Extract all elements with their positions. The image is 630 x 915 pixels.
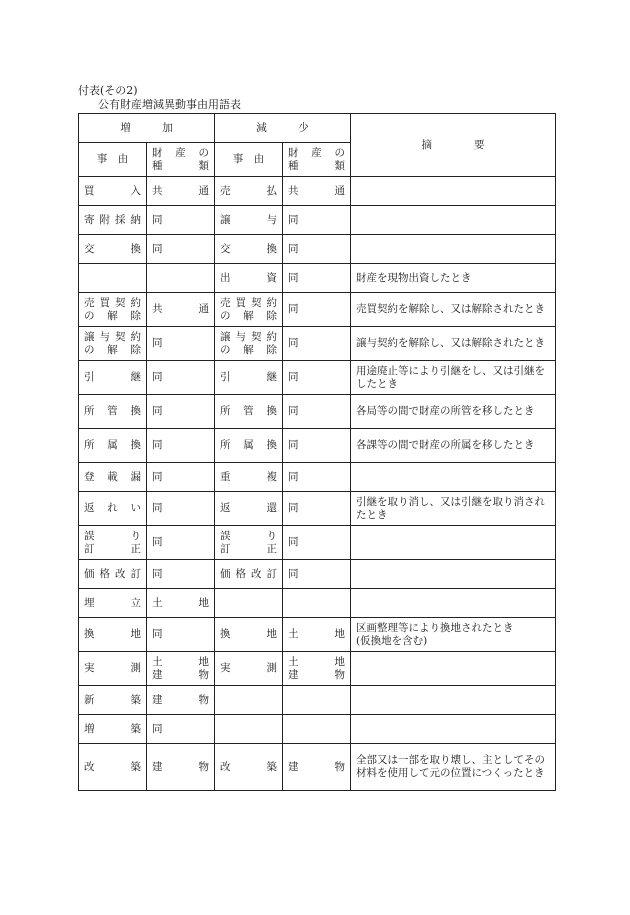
inc-reason-cell: 新 築 [79,686,147,715]
inc-type-cell: 同 [147,715,215,744]
table-row [79,429,556,463]
table-row [79,686,556,715]
summary-cell [351,235,556,264]
inc-reason-cell: 買 入 [79,177,147,206]
summary-cell [351,652,556,686]
summary-cell [351,560,556,589]
inc-reason-cell: 引 継 [79,361,147,395]
table-row [79,492,556,526]
dec-reason-cell: 実 測 [215,652,283,686]
dec-reason-cell: 返 還 [215,492,283,526]
table-row [79,618,556,652]
table-row [79,560,556,589]
dec-reason-cell: 換 地 [215,618,283,652]
dec-type-cell: 同 [283,429,351,463]
inc-type-cell: 同 [147,235,215,264]
dec-type-cell: 共 通 [283,177,351,206]
inc-type-cell: 同 [147,429,215,463]
inc-reason-cell: 埋 立 [79,589,147,618]
table-row [79,327,556,361]
dec-type-cell: 同 [283,463,351,492]
dec-reason-cell: 売 払 [215,177,283,206]
table-title: 公有財産増減異動事由用語表 [98,98,241,111]
inc-reason-cell: 所 管 換 [79,395,147,429]
table-row [79,361,556,395]
dec-reason-cell [215,715,283,744]
dec-reason-cell: 交 換 [215,235,283,264]
summary-cell [351,526,556,560]
terms-table [78,113,556,791]
dec-reason-cell: 誤 り 訂 正 [215,526,283,560]
inc-type-cell: 同 [147,327,215,361]
dec-reason-cell: 引 継 [215,361,283,395]
header-row-group [79,114,556,143]
inc-reason-cell [79,264,147,293]
dec-type-header: 財 産 の 種 類 [283,143,351,177]
table-row [79,293,556,327]
summary-cell: 売買契約を解除し、又は解除されたとき [351,293,556,327]
dec-type-cell: 同 [283,526,351,560]
dec-reason-cell [215,686,283,715]
summary-cell: 全部又は一部を取り壊し、主としてその材料を使用して元の位置につくったとき [351,744,556,791]
dec-type-cell: 同 [283,492,351,526]
dec-reason-header: 事 由 [215,143,283,177]
inc-reason-cell: 譲 与 契 約 の 解 除 [79,327,147,361]
summary-cell: 財産を現物出資したとき [351,264,556,293]
table-caption: 付表(その2) [78,84,138,97]
dec-type-cell: 同 [283,361,351,395]
inc-type-header: 財 産 の 種 類 [147,143,215,177]
inc-reason-cell: 実 測 [79,652,147,686]
summary-cell [351,206,556,235]
inc-type-cell: 同 [147,361,215,395]
dec-type-cell: 同 [283,395,351,429]
dec-type-cell: 同 [283,235,351,264]
table-row [79,206,556,235]
summary-cell [351,715,556,744]
increase-header: 増 加 [79,114,215,143]
inc-reason-cell: 換 地 [79,618,147,652]
summary-cell: 区画整理等により換地されたとき (仮換地を含む) [351,618,556,652]
inc-reason-cell: 交 換 [79,235,147,264]
table-row [79,395,556,429]
dec-type-cell: 同 [283,206,351,235]
inc-type-cell [147,264,215,293]
inc-type-cell: 同 [147,618,215,652]
inc-type-cell: 土 地 [147,589,215,618]
dec-type-cell: 同 [283,560,351,589]
table-row [79,744,556,791]
summary-cell: 引継を取り消し、又は引継を取り消されたとき [351,492,556,526]
summary-cell: 各局等の間で財産の所管を移したとき [351,395,556,429]
table-row [79,463,556,492]
dec-reason-cell: 売 買 契 約 の 解 除 [215,293,283,327]
inc-reason-cell: 寄 附 採 納 [79,206,147,235]
inc-type-cell: 同 [147,463,215,492]
summary-cell: 各課等の間で財産の所属を移したとき [351,429,556,463]
table-row [79,235,556,264]
inc-type-cell: 建 物 [147,744,215,791]
inc-type-cell: 共 通 [147,177,215,206]
dec-type-cell [283,589,351,618]
dec-reason-cell: 改 築 [215,744,283,791]
inc-reason-header: 事 由 [79,143,147,177]
dec-reason-cell: 譲 与 契 約 の 解 除 [215,327,283,361]
summary-cell [351,463,556,492]
summary-cell [351,177,556,206]
inc-type-cell: 同 [147,560,215,589]
inc-reason-cell: 誤 り 訂 正 [79,526,147,560]
table-row [79,526,556,560]
summary-cell: 用途廃止等により引継をし、又は引継をしたとき [351,361,556,395]
dec-reason-cell: 所 管 換 [215,395,283,429]
dec-type-cell: 同 [283,293,351,327]
table-row [79,589,556,618]
dec-type-cell: 土 地 [283,618,351,652]
inc-reason-cell: 増 築 [79,715,147,744]
dec-type-cell: 建 物 [283,744,351,791]
inc-type-cell: 同 [147,206,215,235]
summary-cell [351,686,556,715]
summary-header: 摘 要 [351,114,556,177]
dec-reason-cell [215,589,283,618]
inc-type-cell: 共 通 [147,293,215,327]
inc-reason-cell: 登 載 漏 [79,463,147,492]
dec-type-cell: 同 [283,327,351,361]
dec-type-cell: 土 地 建 物 [283,652,351,686]
summary-cell: 譲与契約を解除し、又は解除されたとき [351,327,556,361]
dec-reason-cell: 所 属 換 [215,429,283,463]
table-row [79,264,556,293]
inc-reason-cell: 売 買 契 約 の 解 除 [79,293,147,327]
dec-reason-cell: 譲 与 [215,206,283,235]
dec-type-cell [283,715,351,744]
table-row [79,652,556,686]
summary-cell [351,589,556,618]
decrease-header: 減 少 [215,114,351,143]
dec-reason-cell: 重 複 [215,463,283,492]
dec-reason-cell: 出 資 [215,264,283,293]
dec-type-cell [283,686,351,715]
inc-reason-cell: 価 格 改 訂 [79,560,147,589]
inc-type-cell: 同 [147,395,215,429]
dec-type-cell: 同 [283,264,351,293]
inc-reason-cell: 改 築 [79,744,147,791]
inc-type-cell: 同 [147,526,215,560]
inc-type-cell: 建 物 [147,686,215,715]
table-row [79,177,556,206]
table-row [79,715,556,744]
inc-reason-cell: 返 れ い [79,492,147,526]
inc-type-cell: 土 地 建 物 [147,652,215,686]
dec-reason-cell: 価 格 改 訂 [215,560,283,589]
inc-reason-cell: 所 属 換 [79,429,147,463]
inc-type-cell: 同 [147,492,215,526]
